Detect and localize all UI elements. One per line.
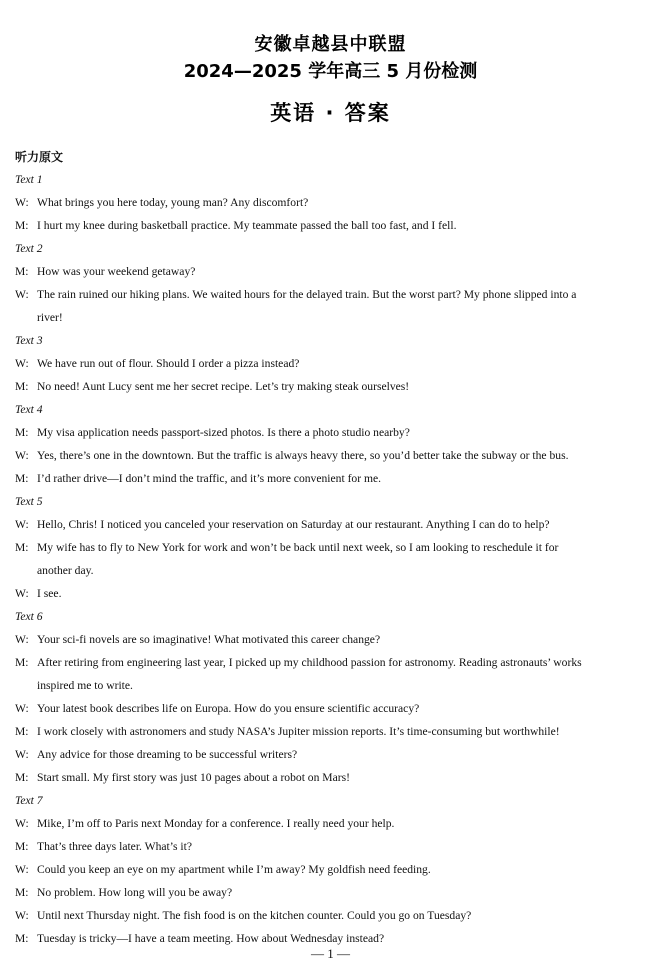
document-org-title: 安徽卓越县中联盟 (254, 34, 407, 55)
dialogue-text: Your latest book describes life on Europa. How do you ensure scientific accuracy? (37, 702, 420, 715)
speaker-label: M: (15, 656, 29, 669)
dialogue-line (15, 881, 651, 904)
dialogue-line (15, 858, 651, 881)
dialogue-text: Your sci-fi novels are so imaginative! What motivated this career change? (37, 633, 381, 646)
dialogue-line (15, 191, 651, 214)
dialogue-line (15, 904, 651, 927)
text-label: Text 3 (15, 334, 43, 347)
dialogue-continuation: another day. (37, 564, 94, 577)
speaker-label: M: (15, 932, 29, 945)
dialogue-line (15, 651, 651, 674)
dialogue-line (15, 835, 651, 858)
dialogue-line (15, 513, 651, 536)
dialogue-text: How was your weekend getaway? (37, 265, 196, 278)
speaker-label: M: (15, 380, 29, 393)
text-label: Text 6 (15, 610, 43, 623)
dialogue-line (15, 743, 651, 766)
dialogue-text: Until next Thursday night. The fish food is on the kitchen counter. Could you go on Tuesday? (37, 909, 472, 922)
dialogue-text: No problem. How long will you be away? (37, 886, 233, 899)
speaker-label: W: (15, 587, 29, 600)
dialogue-text: Start small. My first story was just 10 pages about a robot on Mars! (37, 771, 350, 784)
dialogue-line (15, 260, 651, 283)
dialogue-text: Tuesday is tricky—I have a team meeting. How about Wednesday instead? (37, 932, 385, 945)
dialogue-line (15, 467, 651, 490)
speaker-label: M: (15, 426, 29, 439)
speaker-label: W: (15, 357, 29, 370)
text-label: Text 4 (15, 403, 43, 416)
document-subject-title: 英语 · 答案 (270, 101, 391, 125)
dialogue-text: My wife has to fly to New York for work and won’t be back until next week, so I am looking to reschedule it for (37, 541, 559, 554)
speaker-label: W: (15, 633, 29, 646)
dialogue-text: My visa application needs passport-sized photos. Is there a photo studio nearby? (37, 426, 410, 439)
transcript-lines (15, 168, 651, 950)
speaker-label: W: (15, 518, 29, 531)
dialogue-text: Any advice for those dreaming to be successful writers? (37, 748, 298, 761)
text-label: Text 1 (15, 173, 43, 186)
dialogue-text: The rain ruined our hiking plans. We waited hours for the delayed train. But the worst part? My phone slipped into a (37, 288, 577, 301)
speaker-label: W: (15, 449, 29, 462)
dialogue-line (15, 766, 651, 789)
dialogue-line (15, 214, 651, 237)
dialogue-text: Yes, there’s one in the downtown. But the traffic is always heavy there, so you’d better take the subway or the bus. (37, 449, 569, 462)
speaker-label: M: (15, 265, 29, 278)
text-label: Text 5 (15, 495, 43, 508)
dialogue-text: I hurt my knee during basketball practice. My teammate passed the ball too fast, and I fell. (37, 219, 457, 232)
speaker-label: M: (15, 472, 29, 485)
speaker-label: M: (15, 725, 29, 738)
dialogue-continuation: river! (37, 311, 63, 324)
speaker-label: M: (15, 886, 29, 899)
dialogue-text: Mike, I’m off to Paris next Monday for a conference. I really need your help. (37, 817, 395, 830)
page-number: — 1 — (311, 946, 350, 961)
speaker-label: W: (15, 909, 29, 922)
dialogue-text: I’d rather drive—I don’t mind the traffic, and it’s more convenient for me. (37, 472, 382, 485)
dialogue-text: No need! Aunt Lucy sent me her secret recipe. Let’s try making steak ourselves! (37, 380, 410, 393)
document-exam-title: 2024—2025 学年高三 5 月份检测 (183, 61, 478, 82)
dialogue-text: After retiring from engineering last year, I picked up my childhood passion for astronomy. Reading astronauts’ works (37, 656, 582, 669)
dialogue-line (15, 628, 651, 651)
speaker-label: M: (15, 541, 29, 554)
dialogue-text: I see. (37, 587, 62, 600)
dialogue-text: Hello, Chris! I noticed you canceled your reservation on Saturday at our restaurant. Anything I can do to help? (37, 518, 550, 531)
dialogue-line (15, 352, 651, 375)
dialogue-line (15, 720, 651, 743)
dialogue-line (15, 697, 651, 720)
dialogue-line (15, 283, 651, 306)
dialogue-text: Could you keep an eye on my apartment while I’m away? My goldfish need feeding. (37, 863, 431, 876)
dialogue-line (15, 444, 651, 467)
dialogue-line (15, 582, 651, 605)
dialogue-text: We have run out of flour. Should I order a pizza instead? (37, 357, 300, 370)
text-label: Text 7 (15, 794, 43, 807)
dialogue-text: That’s three days later. What’s it? (37, 840, 192, 853)
speaker-label: W: (15, 288, 29, 301)
speaker-label: W: (15, 702, 29, 715)
dialogue-line (15, 536, 651, 559)
speaker-label: M: (15, 771, 29, 784)
dialogue-text: What brings you here today, young man? Any discomfort? (37, 196, 309, 209)
speaker-label: M: (15, 840, 29, 853)
dialogue-line (15, 812, 651, 835)
speaker-label: W: (15, 817, 29, 830)
dialogue-text: I work closely with astronomers and study NASA’s Jupiter mission reports. It’s time-consuming but worthwhile! (37, 725, 560, 738)
dialogue-line (15, 421, 651, 444)
dialogue-continuation: inspired me to write. (37, 679, 133, 692)
text-label: Text 2 (15, 242, 43, 255)
section-heading: 听力原文 (15, 150, 64, 164)
speaker-label: M: (15, 219, 29, 232)
dialogue-line (15, 375, 651, 398)
speaker-label: W: (15, 196, 29, 209)
speaker-label: W: (15, 863, 29, 876)
speaker-label: W: (15, 748, 29, 761)
